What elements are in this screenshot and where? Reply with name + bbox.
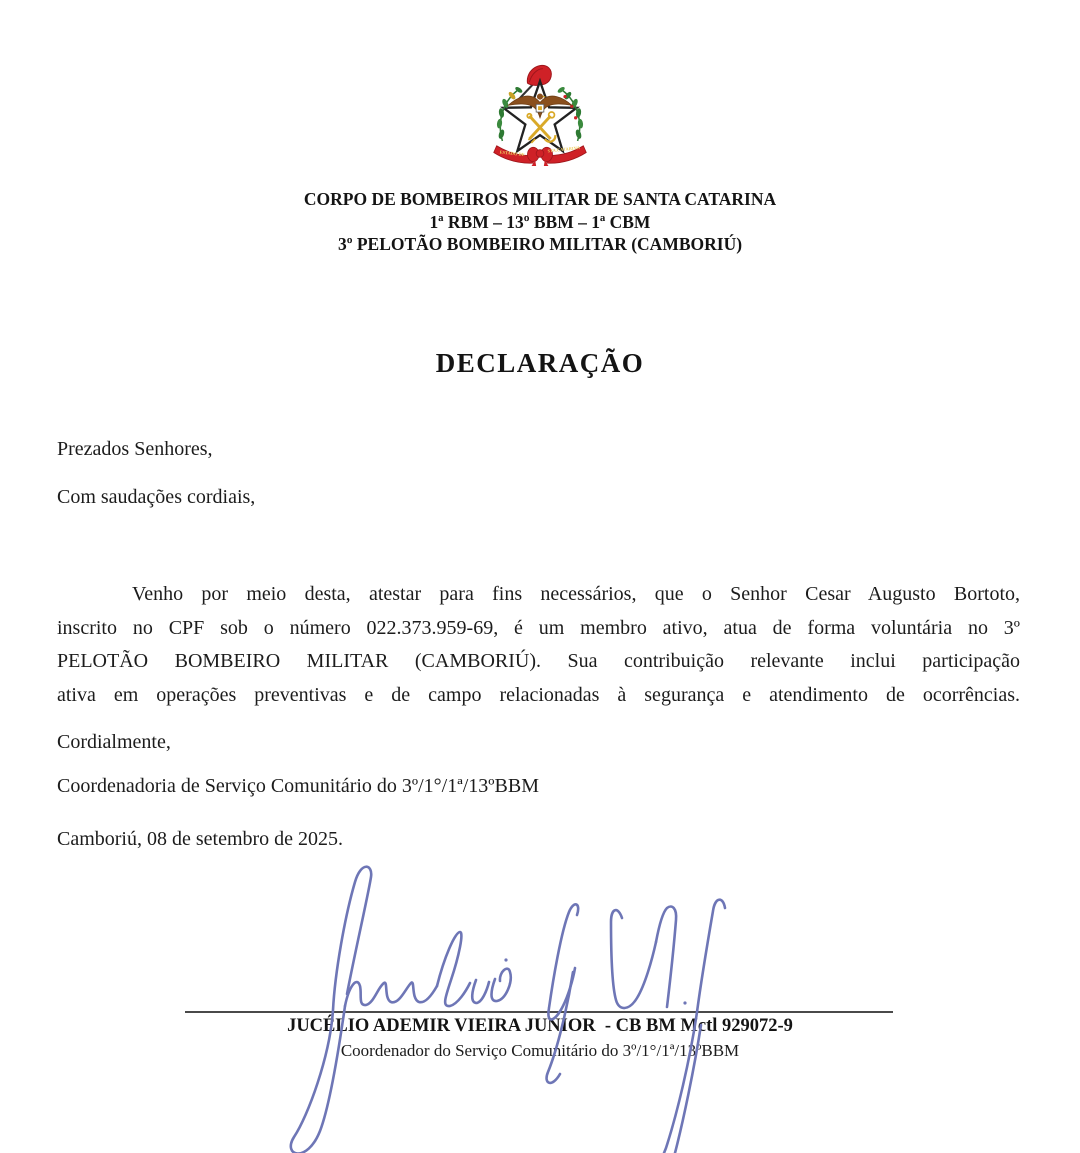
greeting-line-1: Prezados Senhores,: [57, 438, 213, 460]
document-title: DECLARAÇÃO: [435, 348, 645, 378]
emblem-banner-left-text: ESTADO DE: [499, 149, 525, 158]
signatory-name: JUCÉLIO ADEMIR VIEIRA JUNIOR - CB BM Mctl 929072-9: [287, 1016, 793, 1036]
department-line: Coordenadoria de Serviço Comunitário do 3º/1°/1ª/13ºBBM: [57, 775, 539, 797]
organization-header: [0, 188, 1080, 256]
org-platoon: 3º PELOTÃO BOMBEIRO MILITAR (CAMBORIÚ): [337, 234, 743, 254]
main-paragraph: [57, 578, 1020, 712]
org-unit: 1ª RBM – 13º BBM – 1ª CBM: [429, 211, 651, 232]
paragraph-line: Venho por meio desta, atestar para fins necessários, que o Senhor Cesar Augusto Bortoto,: [132, 583, 1020, 605]
paragraph-line: inscrito no CPF sob o número 022.373.959-69, é um membro ativo, atua de forma voluntária no 3º: [57, 616, 1020, 639]
closing-line: Cordialmente,: [57, 731, 171, 753]
signatory-role: Coordenador do Serviço Comunitário do 3º/1°/1ª/13ºBBM: [340, 1041, 740, 1060]
paragraph-line: PELOTÃO BOMBEIRO MILITAR (CAMBORIÚ). Sua contribuição relevante inclui participação: [57, 650, 1020, 672]
paragraph-line: ativa em operações preventivas e de campo relacionadas à segurança e atendimento de ocorrências.: [57, 683, 1020, 706]
emblem-banner-right-text: STA.CATARINA: [547, 145, 581, 154]
date-line: Camboriú, 08 de setembro de 2025.: [57, 828, 344, 850]
org-name: CORPO DE BOMBEIROS MILITAR DE SANTA CATARINA: [303, 189, 777, 209]
handwritten-signature: [270, 860, 740, 1153]
santa-catarina-coat-of-arms-icon: [487, 60, 593, 166]
greeting-line-2: Com saudações cordiais,: [57, 486, 256, 508]
